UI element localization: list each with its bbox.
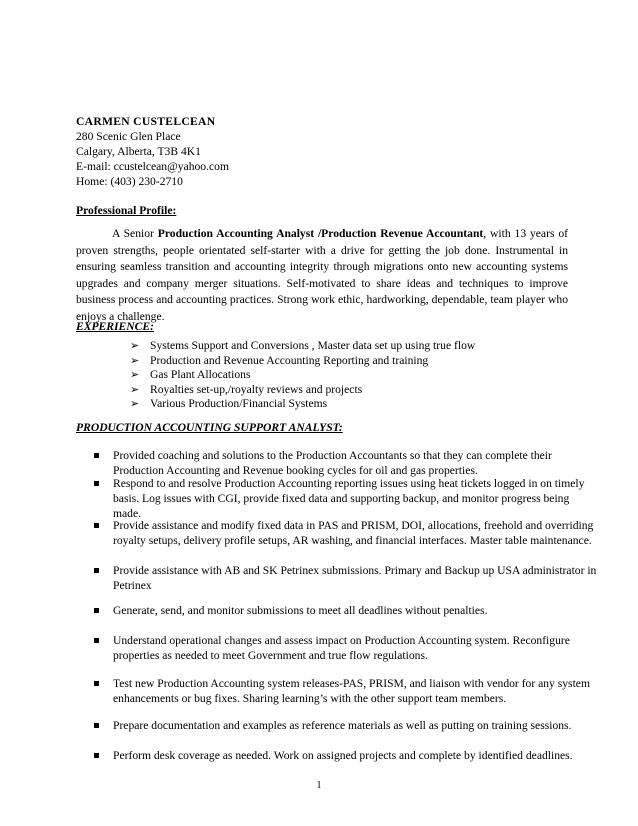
- support-analyst-heading: PRODUCTION ACCOUNTING SUPPORT ANALYST:: [76, 421, 343, 434]
- duty-list: Provided coaching and solutions to the Production Accountants so that they can complete their Production Accounting and Revenue booking cycles for oil and gas properties. Respond to and resolve Production Accounting reporting issues using heat tickets logged in on timely basis. Log issues with CGI, provide fixed data and supporting backup, and monitor progress being made. Provide assistance and modify fixed data in PAS and PRISM, DOI, allocations, freehold and overriding royalty setups, delivery profile setups, AR washing, and financial interfaces. Master table maintenance. Provide assistance with AB and SK Petrinex submissions. Primary and Backup up USA administrator in Petrinex Generate, send, and monitor submissions to meet all deadlines without penalties. Understand operational changes and assess impact on Production Accounting system. Reconfigure properties as needed to meet Government and true flow regulations. Test new Production Accounting system releases-PAS, PRISM, and liaison with vendor for any system enhancements or bug fixes. Sharing learning’s with the other support team members. Prepare documentation and examples as reference materials as well as putting on training sessions. Perform desk coverage as needed. Work on assigned projects and complete by identified deadlines.: [0, 0, 638, 826]
- list-item: ➢ Royalties set-up,/royalty reviews and projects: [130, 382, 363, 396]
- square-bullet-icon: [94, 723, 99, 728]
- list-item: ➢ Production and Revenue Accounting Reporting and training: [130, 353, 429, 367]
- experience-heading: EXPERIENCE:: [76, 320, 154, 333]
- page-number: 1: [316, 780, 322, 791]
- square-bullet-icon: [94, 481, 99, 486]
- email-line: E-mail: ccustelcean@yahoo.com: [76, 160, 229, 173]
- arrow-bullet-icon: ➢: [130, 340, 140, 352]
- arrow-bullet-icon: ➢: [130, 383, 140, 396]
- square-bullet-icon: [94, 753, 99, 758]
- candidate-name: CARMEN CUSTELCEAN: [76, 115, 216, 128]
- square-bullet-icon: [94, 638, 99, 643]
- square-bullet-icon: [94, 523, 99, 528]
- phone-line: Home: (403) 230-2710: [76, 175, 183, 188]
- square-bullet-icon: [94, 568, 99, 573]
- arrow-bullet-icon: ➢: [130, 369, 140, 382]
- list-item: ➢ Various Production/Financial Systems: [130, 397, 328, 411]
- profile-title: Production Accounting Analyst /Production Revenue Accountant: [157, 227, 484, 240]
- square-bullet-icon: [94, 681, 99, 686]
- list-item: ➢ Systems Support and Conversions , Master data set up using true flow: [130, 339, 476, 352]
- profile-intro: A Senior: [112, 227, 158, 240]
- square-bullet-icon: [94, 608, 99, 613]
- square-bullet-icon: [94, 453, 99, 458]
- list-item: ➢ Gas Plant Allocations: [130, 368, 251, 382]
- profile-heading: Professional Profile:: [76, 204, 177, 217]
- address-line-2: Calgary, Alberta, T3B 4K1: [76, 145, 201, 158]
- arrow-bullet-icon: ➢: [130, 354, 140, 367]
- address-line-1: 280 Scenic Glen Place: [76, 130, 181, 143]
- profile-body: , with 13 years of proven strengths, people orientated self-starter with a drive for getting the job done. Instrumental in ensuring seamless transition and accounting integrity through migrations onto new accounting systems upgrades and company merger situations. Self-motivated to share ideas and techniques to improve business process and accounting practices. Strong work ethic, hardworking, dependable, team player who enjoys a challenge.: [76, 227, 568, 323]
- arrow-bullet-icon: ➢: [130, 398, 140, 411]
